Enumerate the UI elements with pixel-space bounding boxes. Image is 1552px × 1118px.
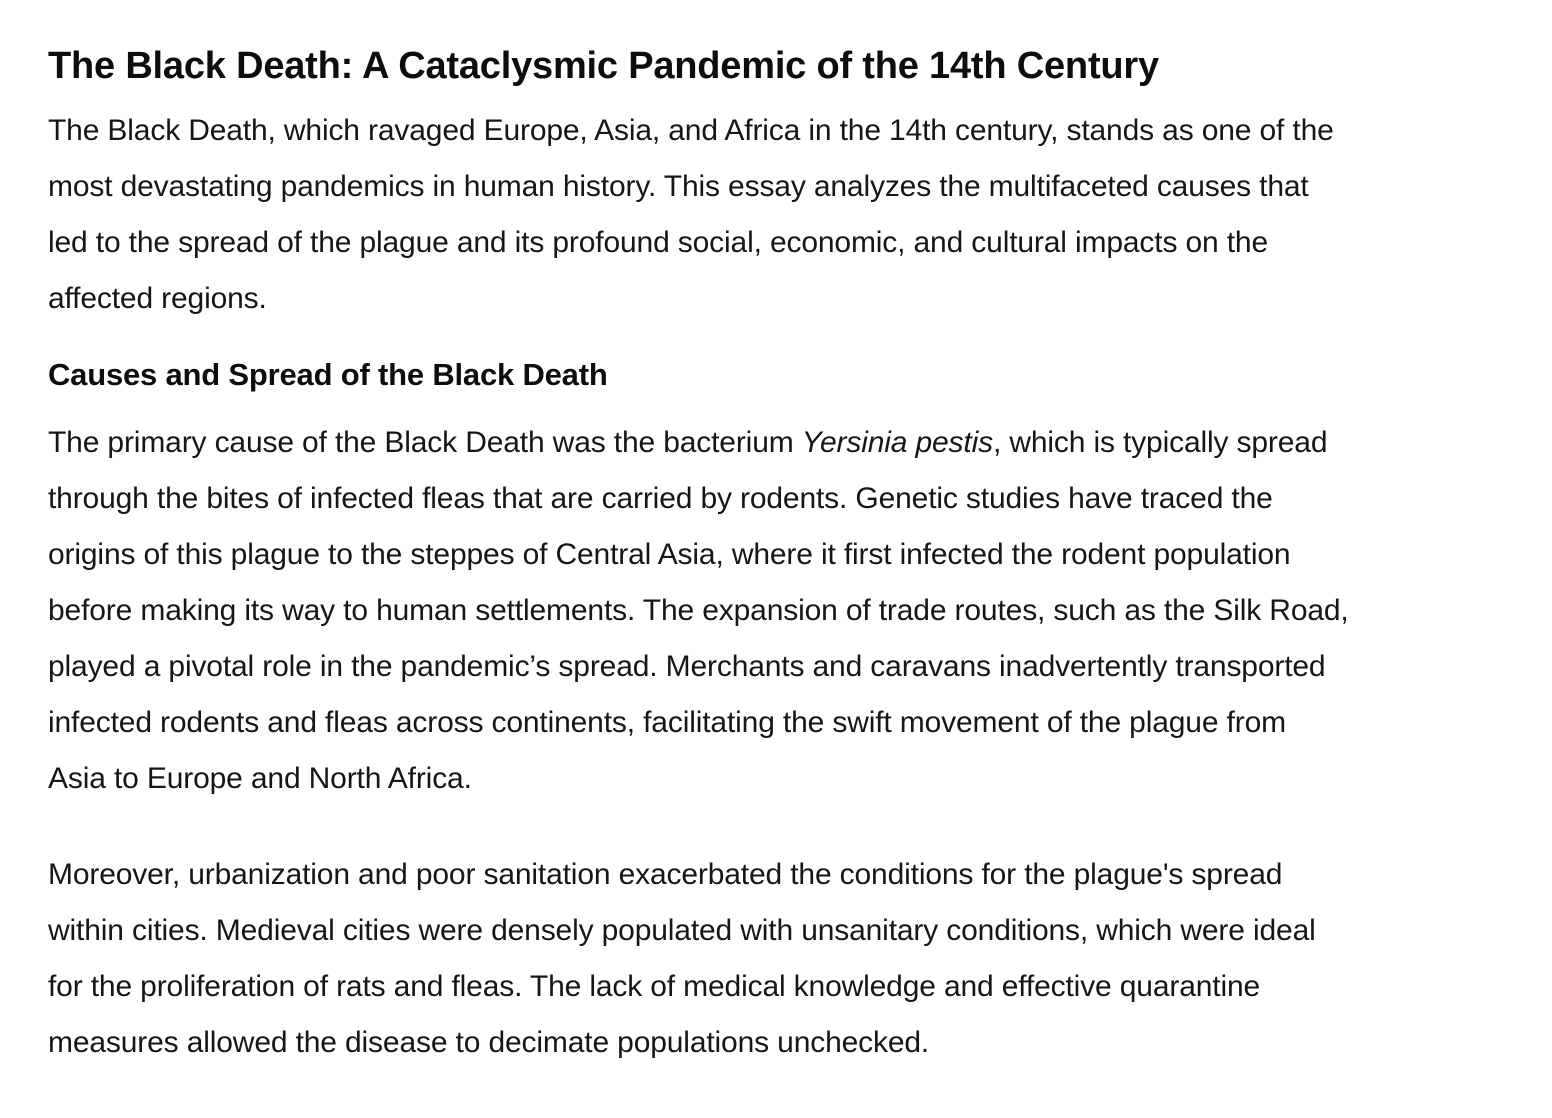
causes-line: infected rodents and fleas across continents, facilitating the swift movement of the plague from	[48, 706, 1286, 739]
causes-line: Asia to Europe and North Africa.	[48, 762, 472, 795]
document-title: The Black Death: A Cataclysmic Pandemic of the 14th Century	[48, 45, 1159, 87]
urbanization-paragraph	[48, 847, 1504, 1071]
causes-line-lead: The primary cause of the Black Death was the bacterium	[48, 426, 802, 459]
bacterium-name: Yersinia pestis	[801, 426, 993, 459]
causes-paragraph	[48, 415, 1504, 807]
intro-line: most devastating pandemics in human history. This essay analyzes the multifaceted causes that	[48, 170, 1309, 203]
urbanization-line: measures allowed the disease to decimate populations unchecked.	[48, 1026, 930, 1059]
causes-line-tail: , which is typically spread	[992, 426, 1328, 459]
urbanization-line: within cities. Medieval cities were densely populated with unsanitary conditions, which were ideal	[48, 914, 1316, 947]
intro-line: led to the spread of the plague and its profound social, economic, and cultural impacts on the	[48, 226, 1269, 259]
causes-line: through the bites of infected fleas that are carried by rodents. Genetic studies have traced the	[48, 482, 1273, 515]
section-heading: Causes and Spread of the Black Death	[48, 357, 608, 392]
causes-line-first	[48, 426, 1327, 459]
causes-line: origins of this plague to the steppes of Central Asia, where it first infected the rodent population	[48, 538, 1291, 571]
urbanization-line: Moreover, urbanization and poor sanitation exacerbated the conditions for the plague's spread	[48, 858, 1283, 891]
intro-paragraph	[48, 103, 1504, 327]
intro-line: The Black Death, which ravaged Europe, Asia, and Africa in the 14th century, stands as one of the	[48, 114, 1334, 147]
causes-line: played a pivotal role in the pandemic’s spread. Merchants and caravans inadvertently transported	[48, 650, 1326, 683]
intro-line: affected regions.	[48, 282, 267, 315]
urbanization-line: for the proliferation of rats and fleas. The lack of medical knowledge and effective quarantine	[48, 970, 1261, 1003]
causes-line: before making its way to human settlements. The expansion of trade routes, such as the Silk Road,	[48, 594, 1349, 627]
